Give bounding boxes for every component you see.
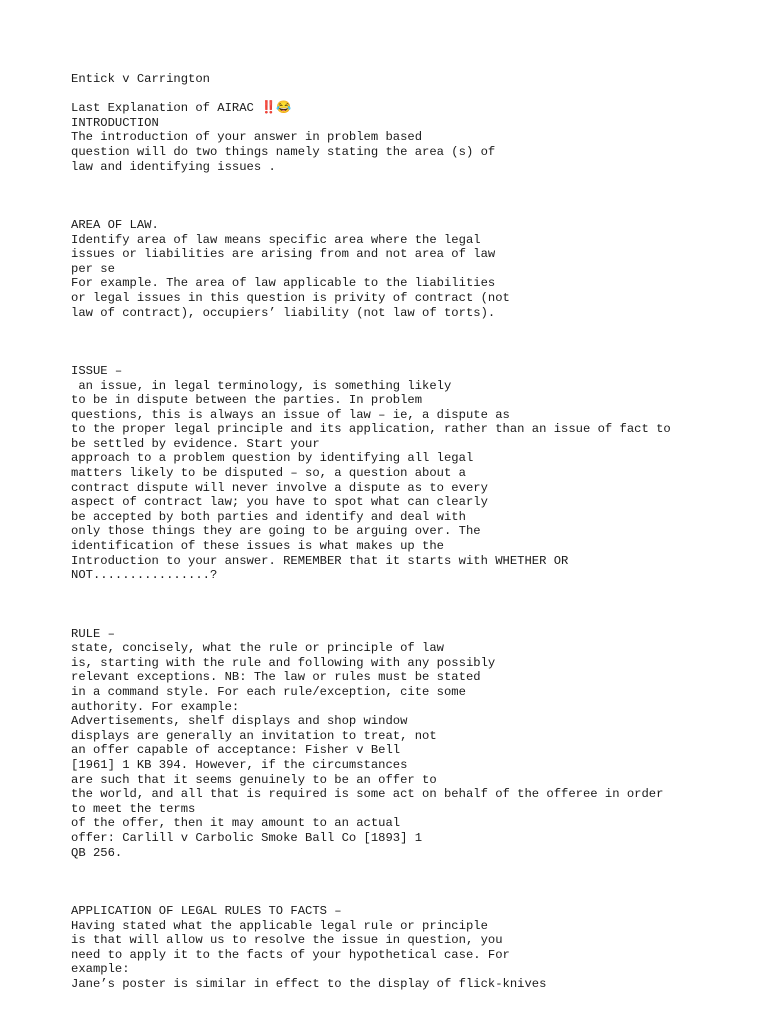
section-line: example:: [71, 962, 130, 977]
section-heading: APPLICATION OF LEGAL RULES TO FACTS –: [71, 903, 342, 918]
section-line: offer: Carlill v Carbolic Smoke Ball Co [1893] 1: [71, 830, 423, 845]
section-line: question will do two things namely stating the area (s) of: [71, 144, 496, 159]
section-heading: ISSUE –: [71, 363, 123, 378]
section-line: QB 256.: [71, 845, 123, 860]
section-line: relevant exceptions. NB: The law or rules must be stated: [71, 670, 481, 685]
section-line: authority. For example:: [71, 699, 240, 714]
section-line: Introduction to your answer. REMEMBER that it starts with WHETHER OR: [71, 553, 569, 568]
section-spacer: [71, 174, 761, 218]
section-issue: [71, 364, 761, 583]
section-line: Jane’s poster is similar in effect to the display of flick-knives: [71, 976, 547, 991]
section-line: NOT................?: [71, 568, 218, 583]
section-line: to meet the terms: [71, 801, 196, 816]
document-subtitle: Last Explanation of AIRAC ‼️😂: [71, 101, 292, 116]
section-area-of-law: [71, 218, 761, 320]
section-line: is, starting with the rule and following with any possibly: [71, 655, 496, 670]
section-line: law and identifying issues .: [71, 159, 276, 174]
section-line: be accepted by both parties and identify and deal with: [71, 509, 466, 524]
section-line: are such that it seems genuinely to be an offer to: [71, 772, 437, 787]
section-spacer: [71, 320, 761, 364]
section-line: the world, and all that is required is some act on behalf of the offeree in order: [71, 787, 664, 802]
section-line: be settled by evidence. Start your: [71, 436, 320, 451]
section-line: For example. The area of law applicable to the liabilities: [71, 276, 496, 291]
section-spacer: [71, 860, 761, 904]
section-line: to the proper legal principle and its application, rather than an issue of fact to: [71, 422, 671, 437]
section-introduction: [71, 116, 761, 174]
section-line: of the offer, then it may amount to an actual: [71, 816, 401, 831]
section-line: per se: [71, 261, 115, 276]
section-heading: RULE –: [71, 626, 115, 641]
section-rule: [71, 627, 761, 861]
section-line: only those things they are going to be arguing over. The: [71, 524, 481, 539]
section-line: law of contract), occupiers’ liability (not law of torts).: [71, 305, 496, 320]
section-line: need to apply it to the facts of your hypothetical case. For: [71, 947, 510, 962]
section-line: Advertisements, shelf displays and shop window: [71, 714, 408, 729]
section-line: to be in dispute between the parties. In problem: [71, 393, 423, 408]
section-line: questions, this is always an issue of law – ie, a dispute as: [71, 407, 510, 422]
section-line: contract dispute will never involve a dispute as to every: [71, 480, 488, 495]
section-application: [71, 904, 761, 992]
section-line: an offer capable of acceptance: Fisher v Bell: [71, 743, 401, 758]
section-line: in a command style. For each rule/exception, cite some: [71, 684, 466, 699]
section-line: Having stated what the applicable legal rule or principle: [71, 918, 488, 933]
section-line: issues or liabilities are arising from and not area of law: [71, 247, 496, 262]
blank-line: [71, 87, 761, 102]
section-line: approach to a problem question by identifying all legal: [71, 451, 474, 466]
section-line: or legal issues in this question is privity of contract (not: [71, 290, 510, 305]
section-line: Identify area of law means specific area where the legal: [71, 232, 481, 247]
section-line: displays are generally an invitation to treat, not: [71, 728, 437, 743]
section-line: identification of these issues is what makes up the: [71, 539, 444, 554]
section-line: state, concisely, what the rule or principle of law: [71, 641, 444, 656]
section-line: matters likely to be disputed – so, a question about a: [71, 466, 466, 481]
section-heading: INTRODUCTION: [71, 115, 159, 130]
section-line: is that will allow us to resolve the issue in question, you: [71, 933, 503, 948]
section-line: aspect of contract law; you have to spot what can clearly: [71, 495, 488, 510]
document-title: Entick v Carrington: [71, 72, 210, 86]
section-heading: AREA OF LAW.: [71, 217, 159, 232]
section-spacer: [71, 583, 761, 627]
section-line: [1961] 1 KB 394. However, if the circumstances: [71, 757, 408, 772]
section-line: an issue, in legal terminology, is something likely: [71, 378, 452, 393]
document-body: [71, 72, 761, 991]
section-line: The introduction of your answer in problem based: [71, 130, 423, 145]
